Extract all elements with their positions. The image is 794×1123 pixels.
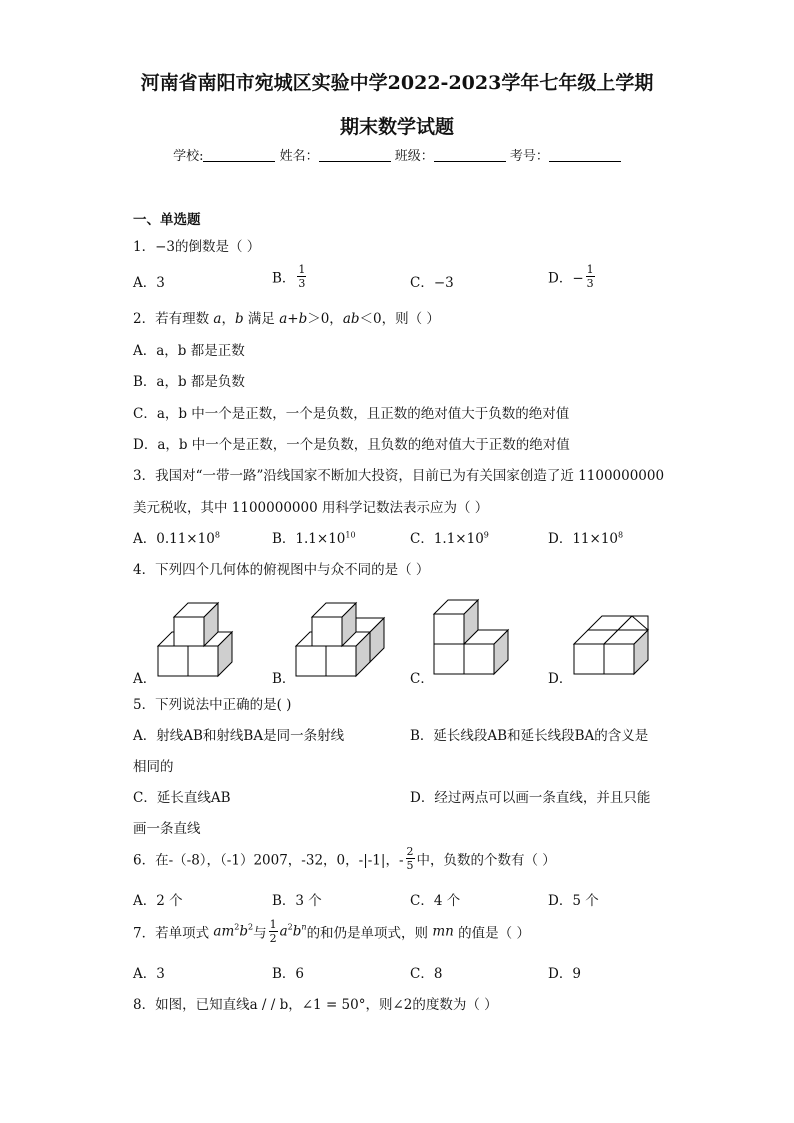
number-label: 考号：	[509, 149, 549, 164]
q3-option-d: D．$11\times 10^8$	[548, 530, 624, 547]
question-6-stem: 6．在-（-8），（-1）2007，-32，0，-|-1|，- $\frac{2}{5}$ 中，负数的个数有（ ）	[133, 845, 556, 872]
q5-option-d-line1: D．经过两点可以画一条直线，并且只能	[410, 790, 651, 806]
q7-fraction: $\frac{1}{2}$	[269, 918, 277, 945]
question-3-stem-line1: 3．我国对“一带一路”沿线国家不断加大投资，目前已为有关国家创造了近 1100000000	[133, 468, 665, 484]
q6-fraction: $\frac{2}{5}$	[406, 845, 414, 872]
q1-option-a: A．3	[133, 275, 165, 291]
q7-option-b: B．6	[272, 966, 305, 982]
number-blank[interactable]	[549, 149, 621, 162]
q5-option-d-line2: 画一条直线	[133, 821, 201, 837]
q3-option-b: B．$1.1\times 10^{10}$	[272, 530, 356, 547]
question-3-stem-line2: 美元税收，其中 1100000000 用科学记数法表示应为（ ）	[133, 500, 489, 516]
q7-option-c: C．8	[410, 966, 443, 982]
name-label: 姓名：	[279, 149, 319, 164]
q4-option-d: D．	[548, 671, 573, 687]
school-label: 学校:	[173, 149, 204, 164]
q5-option-b-line2: 相同的	[133, 759, 174, 775]
q1-d-fraction: $\frac{1}{3}$	[586, 263, 594, 290]
q2-option-b: B．a，b 都是负数	[133, 374, 245, 390]
q6-option-d: D．5 个	[548, 893, 599, 909]
question-2-stem: 2．若有理数 a，b 满足 a+b＞0，ab＜0，则（ ）	[133, 311, 440, 327]
q6-option-c: C．4 个	[410, 893, 461, 909]
exam-title-line2: 期末数学试题	[339, 116, 454, 138]
q7-option-a: A．3	[133, 966, 165, 982]
q4-option-c: C．	[410, 671, 434, 687]
question-1-stem: 1．−3的倒数是（ ）	[133, 239, 261, 255]
question-8-stem: 8．如图，已知直线a / / b，∠1 = 50°，则∠2的度数为（ ）	[133, 997, 498, 1013]
question-5-stem: 5．下列说法中正确的是( )	[133, 697, 292, 713]
q7-option-d: D．9	[548, 966, 581, 982]
q3-option-c: C．$1.1\times 10^9$	[410, 530, 489, 547]
q6-option-b: B．3 个	[272, 893, 322, 909]
name-blank[interactable]	[319, 149, 391, 162]
class-label: 班级：	[394, 149, 434, 164]
q2-option-a: A．a，b 都是正数	[133, 343, 245, 359]
q4-figure-d	[570, 606, 654, 678]
q5-option-a: A．射线AB和射线BA是同一条射线	[133, 728, 345, 744]
q4-option-b: B．	[272, 671, 296, 687]
q2-option-c: C．a，b 中一个是正数，一个是负数，且正数的绝对值大于负数的绝对值	[133, 406, 570, 422]
exam-title-line1: 河南省南阳市宛城区实验中学2022-2023学年七年级上学期	[140, 72, 654, 94]
q5-option-c: C．延长直线AB	[133, 790, 231, 806]
q4-option-a: A．	[133, 671, 157, 687]
q4-figure-b	[290, 580, 390, 678]
q1-b-fraction: $\frac{1}{3}$	[298, 263, 306, 290]
q1-option-c: C．−3	[410, 275, 454, 291]
q3-option-a: A．$0.11\times 10^8$	[133, 530, 220, 547]
q2-option-d: D．a，b 中一个是正数，一个是负数，且负数的绝对值大于正数的绝对值	[133, 437, 570, 453]
q4-figure-a	[152, 586, 242, 678]
question-4-stem: 4．下列四个几何体的俯视图中与众不同的是（ ）	[133, 562, 430, 578]
question-7-stem: 7．若单项式 $am^2b^2$与 $\frac{1}{2}$ $a^2b^n$的和仍是单项式，则 mn 的值是（ ）	[133, 918, 530, 945]
q1-option-d: D．− $\frac{1}{3}$	[548, 263, 594, 290]
student-info-line	[0, 145, 794, 164]
q5-option-b-line1: B．延长线段AB和延长线段BA的含义是	[410, 728, 649, 744]
q4-figure-c	[430, 592, 520, 678]
q1-option-b: B． $\frac{1}{3}$	[272, 263, 306, 290]
class-blank[interactable]	[434, 149, 506, 162]
q6-option-a: A．2 个	[133, 893, 183, 909]
school-blank[interactable]	[203, 149, 275, 162]
section-heading: 一、单选题	[133, 212, 201, 228]
